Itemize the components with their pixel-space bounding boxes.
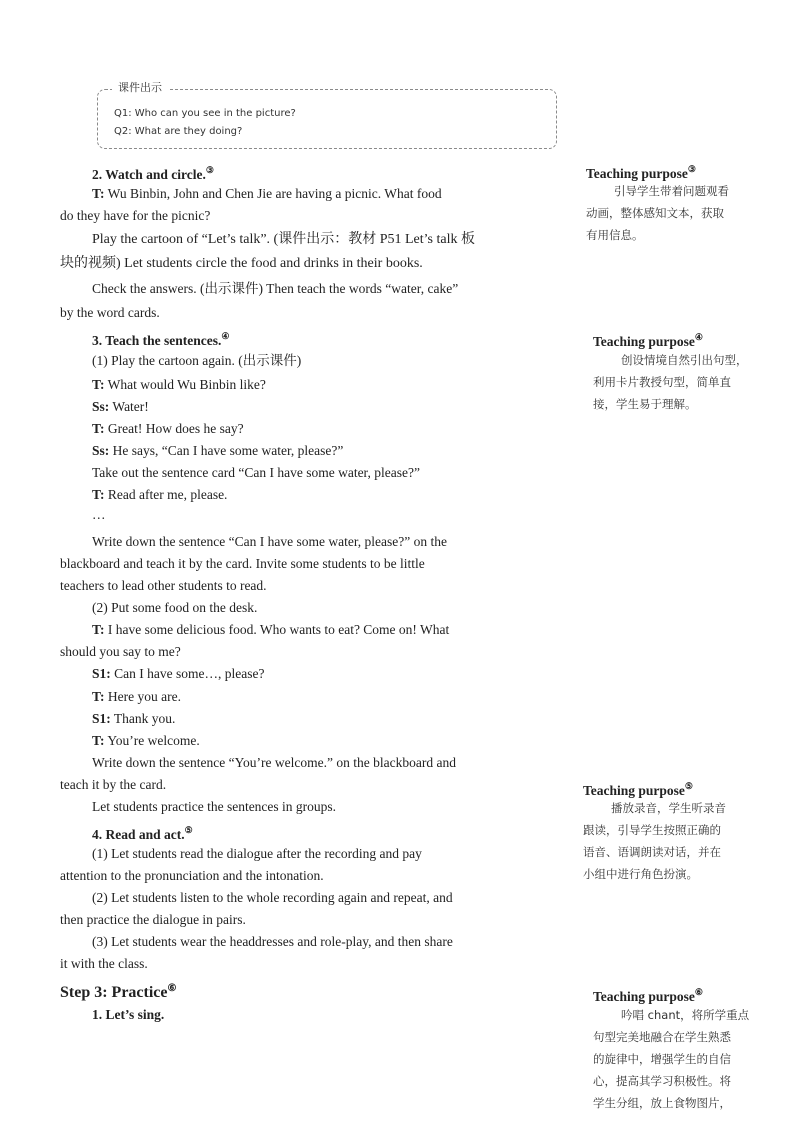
footnote-mark: ③ xyxy=(205,165,214,175)
dialogue-line-cont: should you say to me? xyxy=(60,644,181,659)
teaching-purpose-5-title: Teaching purpose⑤ xyxy=(583,781,693,798)
section-4-heading: 4. Read and act.⑤ xyxy=(92,825,193,842)
s4-r2b: then practice the dialogue in pairs. xyxy=(60,912,246,927)
s2-para-1b: 块的视频) Let students circle the food and drinks in their books. xyxy=(60,256,423,271)
s2-para-2b: by the word cards. xyxy=(60,305,160,320)
s3-write-1a: Write down the sentence “Can I have some water, please?” on the xyxy=(92,534,448,549)
courseware-tag: 课件出示 xyxy=(112,80,168,96)
dialogue-line: Ss: Water! xyxy=(92,399,149,414)
footnote-mark: ③ xyxy=(687,164,696,174)
dialogue-line: Ss: He says, “Can I have some water, please?” xyxy=(92,443,344,458)
s4-r3a: (3) Let students wear the headdresses and role-play, and then share xyxy=(92,934,453,949)
step-3-heading: Step 3: Practice⑥ xyxy=(60,983,177,1001)
lets-sing-heading: 1. Let’s sing. xyxy=(92,1007,165,1022)
dialogue-line: S1: Thank you. xyxy=(92,711,176,726)
s2-para-1a: Play the cartoon of “Let’s talk”. (课件出示：教材 P51 Let’s talk 板 xyxy=(92,232,475,247)
dialogue-line: T: Read after me, please. xyxy=(92,487,228,502)
footnote-mark: ⑤ xyxy=(684,781,693,791)
s3-write-2b: teach it by the card. xyxy=(60,777,167,792)
footnote-mark: ⑥ xyxy=(694,987,703,997)
footnote-mark: ⑤ xyxy=(184,825,193,835)
s3-write-1c: teachers to lead other students to read. xyxy=(60,578,267,593)
teaching-purpose-4-title: Teaching purpose④ xyxy=(593,332,703,349)
s4-r3b: it with the class. xyxy=(60,956,148,971)
s2-para-2a: Check the answers. (出示课件) Then teach the words “water, cake” xyxy=(92,281,459,296)
s3-line-1: (1) Play the cartoon again. (出示课件) xyxy=(92,353,302,368)
question-2: Q2: What are they doing? xyxy=(114,126,243,137)
s2-t-line-1: T: Wu Binbin, John and Chen Jie are having a picnic. What food xyxy=(92,186,442,201)
s3-line-2: Take out the sentence card “Can I have some water, please?” xyxy=(92,465,420,480)
section-2-heading: 2. Watch and circle.③ xyxy=(92,165,214,182)
dialogue-line: S1: Can I have some…, please? xyxy=(92,666,265,681)
s4-r1a: (1) Let students read the dialogue after the recording and pay xyxy=(92,846,422,861)
footnote-mark: ⑥ xyxy=(167,983,177,994)
teaching-purpose-5-body: 播放录音，学生听录音 跟读，引导学生按照正确的 语音、语调朗读对话，并在 小组中进行角色扮演。 xyxy=(583,801,726,881)
dialogue-line: T: What would Wu Binbin like? xyxy=(92,377,266,392)
s3-line-3: (2) Put some food on the desk. xyxy=(92,600,258,615)
dialogue-line: T: I have some delicious food. Who wants to eat? Come on! What xyxy=(92,622,450,637)
question-1: Q1: Who can you see in the picture? xyxy=(114,108,296,119)
s4-r1b: attention to the pronunciation and the intonation. xyxy=(60,868,324,883)
dialogue-line: T: Great! How does he say? xyxy=(92,421,244,436)
ellipsis: … xyxy=(92,507,106,522)
s3-write-2a: Write down the sentence “You’re welcome.” on the blackboard and xyxy=(92,755,456,770)
s2-t-line-2: do they have for the picnic? xyxy=(60,208,211,223)
dialogue-line: T: Here you are. xyxy=(92,689,181,704)
dialogue-line: T: You’re welcome. xyxy=(92,733,200,748)
teaching-purpose-3-body: 引导学生带着问题观看 动画，整体感知文本，获取 有用信息。 xyxy=(586,184,729,242)
teaching-purpose-4-body: 创设情境自然引出句型， 利用卡片教授句型，简单直 接，学生易于理解。 xyxy=(593,353,748,411)
footnote-mark: ④ xyxy=(221,331,230,341)
s3-write-1b: blackboard and teach it by the card. Invite some students to be little xyxy=(60,556,425,571)
section-3-heading: 3. Teach the sentences.④ xyxy=(92,331,230,348)
footnote-mark: ④ xyxy=(694,332,703,342)
s3-line-4: Let students practice the sentences in groups. xyxy=(92,799,337,814)
teaching-purpose-6-title: Teaching purpose⑥ xyxy=(593,987,703,1004)
s4-r2a: (2) Let students listen to the whole recording again and repeat, and xyxy=(92,890,453,905)
teaching-purpose-3-title: Teaching purpose③ xyxy=(586,164,696,181)
teaching-purpose-6-body: 吟唱 chant，将所学重点 句型完美地融合在学生熟悉 的旋律中，增强学生的自信 心，提高其学习积极性。将 学生分组，放上食物图片， xyxy=(593,1008,750,1110)
